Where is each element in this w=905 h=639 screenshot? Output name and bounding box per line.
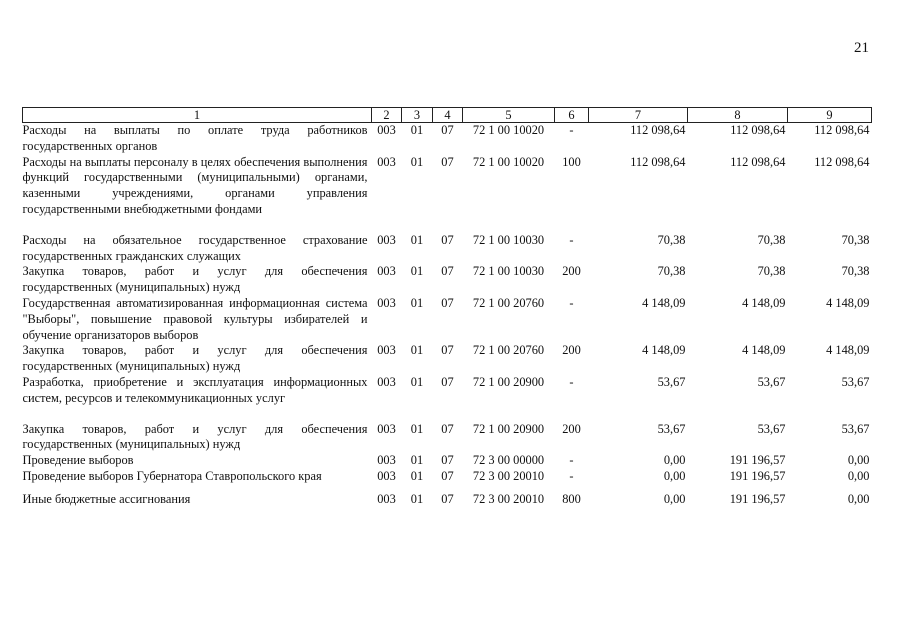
section-code: 01 [410,374,424,389]
amount-col7: 70,38 [657,264,686,279]
amount-col9: 0,00 [847,453,870,468]
expense-name: Иные бюджетные ассигнования [22,491,191,506]
column-header: 7 [589,108,688,123]
amount-col8: 112 098,64 [730,123,786,137]
ministry-code: 003 [377,491,396,506]
subsection-code: 07 [441,468,454,483]
amount-col9: 4 148,09 [826,295,870,310]
ministry-code: 003 [377,468,396,483]
section-code: 01 [410,468,424,483]
subsection-code: 07 [441,154,454,169]
target-article-code: 72 1 00 10020 [472,123,545,137]
table-row [23,375,872,422]
expense-type-code: 200 [562,343,581,358]
section-code: 01 [410,123,424,137]
column-header: 6 [555,108,589,123]
target-article-code: 72 3 00 00000 [472,453,545,468]
amount-col8: 112 098,64 [730,154,786,169]
section-code: 01 [410,295,424,310]
table-row [23,343,872,375]
amount-col9: 53,67 [841,421,870,436]
subsection-code: 07 [441,343,454,358]
section-code: 01 [410,232,424,247]
expense-type-code: - [569,232,574,247]
amount-col8: 70,38 [757,264,786,279]
target-article-code: 72 1 00 20760 [472,343,545,358]
target-article-code: 72 1 00 10030 [472,264,545,279]
ministry-code: 003 [377,421,396,436]
subsection-code: 07 [441,421,454,436]
section-code: 01 [410,491,424,506]
ministry-code: 003 [377,295,396,310]
expense-name: Расходы на обязательное государственное страхование государственных гражданских служащих [22,232,368,263]
table-row [23,485,872,508]
amount-col7: 0,00 [663,491,686,506]
header-row [23,108,872,123]
expense-name: Государственная автоматизированная информационная система "Выборы", повышение правовой культуры избирателей и обучение организаторов выборов [22,295,368,342]
column-header: 9 [788,108,872,123]
amount-col9: 70,38 [841,264,870,279]
table-row [23,469,872,485]
subsection-code: 07 [441,374,454,389]
amount-col8: 70,38 [757,232,786,247]
ministry-code: 003 [377,343,396,358]
amount-col8: 191 196,57 [729,491,786,506]
amount-col8: 4 148,09 [742,343,786,358]
amount-col7: 112 098,64 [630,123,686,137]
expense-type-code: - [569,295,574,310]
target-article-code: 72 1 00 20900 [472,421,545,436]
amount-col8: 53,67 [757,421,786,436]
amount-col7: 0,00 [663,453,686,468]
column-header: 4 [433,108,463,123]
amount-col7: 53,67 [657,421,686,436]
amount-col9: 4 148,09 [826,343,870,358]
table-row [23,123,872,155]
column-header: 3 [402,108,433,123]
expense-type-code: - [569,374,574,389]
budget-table [22,107,872,508]
subsection-code: 07 [441,232,454,247]
amount-col7: 4 148,09 [642,343,686,358]
ministry-code: 003 [377,453,396,468]
amount-col7: 70,38 [657,232,686,247]
section-code: 01 [410,421,424,436]
amount-col9: 112 098,64 [814,154,870,169]
ministry-code: 003 [377,232,396,247]
target-article-code: 72 1 00 10020 [472,154,545,169]
expense-type-code: 200 [562,264,581,279]
expense-name: Проведение выборов Губернатора Ставропольского края [22,468,322,483]
section-code: 01 [410,264,424,279]
expense-name: Закупка товаров, работ и услуг для обеспечения государственных (муниципальных) нужд [22,343,368,374]
amount-col7: 4 148,09 [642,295,686,310]
ministry-code: 003 [377,264,396,279]
expense-name: Расходы на выплаты по оплате труда работников государственных органов [22,123,368,153]
amount-col7: 0,00 [663,468,686,483]
ministry-code: 003 [377,154,396,169]
expense-name: Закупка товаров, работ и услуг для обеспечения государственных (муниципальных) нужд [22,421,368,452]
amount-col8: 4 148,09 [742,295,786,310]
subsection-code: 07 [441,123,454,137]
expense-type-code: - [569,123,574,137]
section-code: 01 [410,343,424,358]
amount-col8: 191 196,57 [729,468,786,483]
subsection-code: 07 [441,295,454,310]
expense-name: Расходы на выплаты персоналу в целях обеспечения выполнения функций государственными (муниципальными) органами, казенными учреждениями, органами управления государственными внебюджетными фондами [22,154,368,216]
amount-col9: 0,00 [847,468,870,483]
ministry-code: 003 [377,374,396,389]
expense-type-code: 800 [562,491,581,506]
ministry-code: 003 [377,123,396,137]
table-row [23,155,872,233]
expense-type-code: 200 [562,421,581,436]
amount-col7: 112 098,64 [630,154,686,169]
table-row [23,453,872,469]
amount-col9: 53,67 [841,374,870,389]
amount-col7: 53,67 [657,374,686,389]
page-number: 21 [854,40,869,56]
expense-name: Проведение выборов [22,453,134,468]
section-code: 01 [410,154,424,169]
expense-name: Закупка товаров, работ и услуг для обеспечения государственных (муниципальных) нужд [22,264,368,295]
amount-col8: 191 196,57 [729,453,786,468]
target-article-code: 72 3 00 20010 [472,468,545,483]
expense-type-code: 100 [562,154,581,169]
amount-col9: 112 098,64 [814,123,870,137]
expense-type-code: - [569,468,574,483]
table-row [23,296,872,343]
column-header: 1 [23,108,372,123]
target-article-code: 72 1 00 10030 [472,232,545,247]
subsection-code: 07 [441,453,454,468]
table-row [23,233,872,265]
amount-col9: 70,38 [841,232,870,247]
table-row [23,264,872,296]
subsection-code: 07 [441,491,454,506]
expense-name: Разработка, приобретение и эксплуатация информационных систем, ресурсов и телекоммуникационных услуг [22,374,368,405]
column-header: 2 [372,108,402,123]
section-code: 01 [410,453,424,468]
target-article-code: 72 1 00 20760 [472,295,545,310]
subsection-code: 07 [441,264,454,279]
column-header: 8 [688,108,788,123]
table-row [23,422,872,454]
target-article-code: 72 3 00 20010 [472,491,545,506]
target-article-code: 72 1 00 20900 [472,374,545,389]
column-header: 5 [463,108,555,123]
amount-col9: 0,00 [847,491,870,506]
expense-type-code: - [569,453,574,468]
amount-col8: 53,67 [757,374,786,389]
